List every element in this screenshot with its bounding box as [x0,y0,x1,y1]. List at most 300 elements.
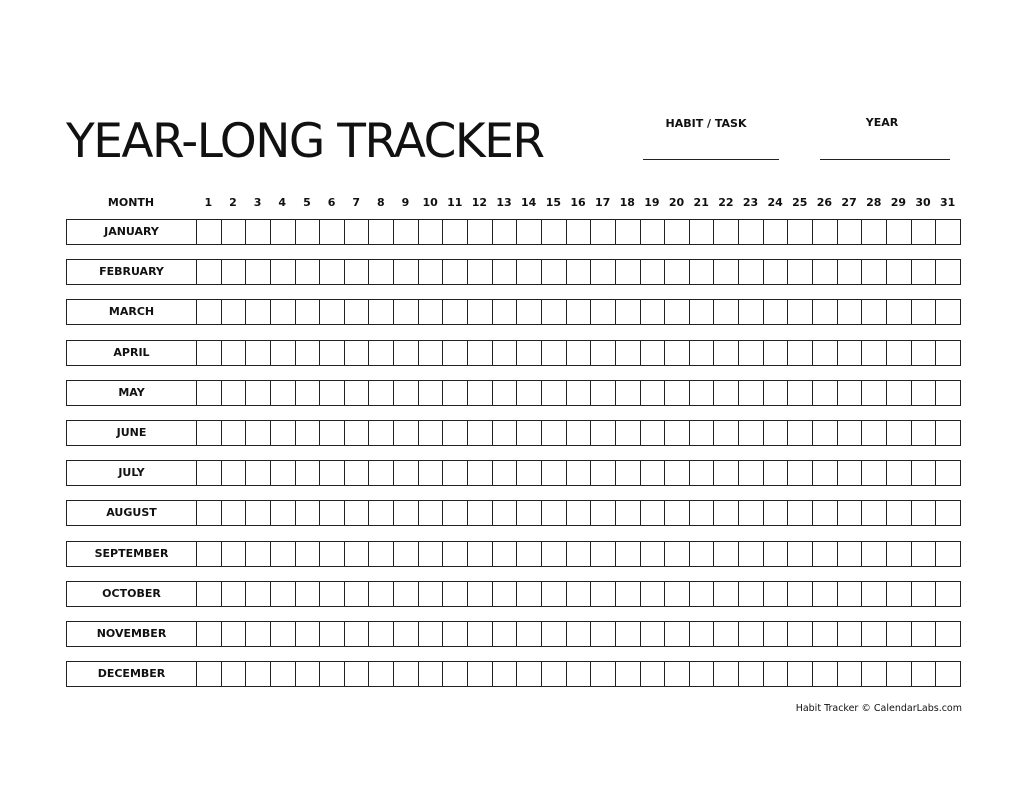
day-cell[interactable] [739,622,764,646]
day-cell[interactable] [641,662,666,686]
day-cell[interactable] [320,501,345,525]
day-cell[interactable] [616,461,641,485]
day-cell[interactable] [222,662,247,686]
day-cell[interactable] [912,341,937,365]
day-cell[interactable] [764,542,789,566]
day-cell[interactable] [567,662,592,686]
day-cell[interactable] [714,300,739,324]
day-cell[interactable] [862,220,887,244]
day-cell[interactable] [369,662,394,686]
day-cell[interactable] [320,582,345,606]
day-cell[interactable] [517,381,542,405]
day-cell[interactable] [369,501,394,525]
day-cell[interactable] [912,542,937,566]
day-cell[interactable] [838,542,863,566]
day-cell[interactable] [542,542,567,566]
day-cell[interactable] [862,622,887,646]
day-cell[interactable] [764,341,789,365]
day-cell[interactable] [641,582,666,606]
day-cell[interactable] [641,341,666,365]
day-cell[interactable] [443,421,468,445]
day-cell[interactable] [542,421,567,445]
day-cell[interactable] [443,341,468,365]
day-cell[interactable] [690,421,715,445]
day-cell[interactable] [517,501,542,525]
day-cell[interactable] [345,542,370,566]
day-cell[interactable] [542,381,567,405]
day-cell[interactable] [222,542,247,566]
day-cell[interactable] [197,662,222,686]
day-cell[interactable] [714,220,739,244]
day-cell[interactable] [345,662,370,686]
day-cell[interactable] [936,582,960,606]
day-cell[interactable] [739,461,764,485]
day-cell[interactable] [936,542,960,566]
day-cell[interactable] [197,300,222,324]
day-cell[interactable] [246,381,271,405]
day-cell[interactable] [271,501,296,525]
day-cell[interactable] [764,622,789,646]
day-cell[interactable] [912,662,937,686]
day-cell[interactable] [345,220,370,244]
day-cell[interactable] [493,220,518,244]
day-cell[interactable] [616,542,641,566]
day-cell[interactable] [419,501,444,525]
day-cell[interactable] [788,501,813,525]
day-cell[interactable] [591,220,616,244]
day-cell[interactable] [197,341,222,365]
day-cell[interactable] [517,300,542,324]
day-cell[interactable] [591,381,616,405]
day-cell[interactable] [197,260,222,284]
day-cell[interactable] [443,300,468,324]
day-cell[interactable] [394,582,419,606]
day-cell[interactable] [912,260,937,284]
day-cell[interactable] [714,622,739,646]
day-cell[interactable] [419,542,444,566]
day-cell[interactable] [616,662,641,686]
day-cell[interactable] [369,582,394,606]
day-cell[interactable] [838,622,863,646]
day-cell[interactable] [764,260,789,284]
habit-task-field[interactable] [643,159,779,160]
day-cell[interactable] [838,421,863,445]
day-cell[interactable] [271,582,296,606]
day-cell[interactable] [567,220,592,244]
day-cell[interactable] [764,220,789,244]
day-cell[interactable] [887,542,912,566]
day-cell[interactable] [345,501,370,525]
day-cell[interactable] [197,220,222,244]
day-cell[interactable] [690,300,715,324]
day-cell[interactable] [296,461,321,485]
day-cell[interactable] [567,381,592,405]
day-cell[interactable] [419,260,444,284]
day-cell[interactable] [567,622,592,646]
day-cell[interactable] [493,461,518,485]
day-cell[interactable] [468,582,493,606]
day-cell[interactable] [419,220,444,244]
day-cell[interactable] [443,260,468,284]
day-cell[interactable] [320,260,345,284]
day-cell[interactable] [887,300,912,324]
day-cell[interactable] [936,461,960,485]
day-cell[interactable] [567,341,592,365]
day-cell[interactable] [591,542,616,566]
day-cell[interactable] [714,501,739,525]
day-cell[interactable] [936,220,960,244]
day-cell[interactable] [788,260,813,284]
day-cell[interactable] [271,260,296,284]
day-cell[interactable] [714,662,739,686]
day-cell[interactable] [320,381,345,405]
day-cell[interactable] [271,381,296,405]
day-cell[interactable] [246,341,271,365]
day-cell[interactable] [616,501,641,525]
day-cell[interactable] [862,542,887,566]
day-cell[interactable] [641,461,666,485]
day-cell[interactable] [271,461,296,485]
day-cell[interactable] [665,381,690,405]
day-cell[interactable] [912,501,937,525]
day-cell[interactable] [419,300,444,324]
day-cell[interactable] [887,461,912,485]
day-cell[interactable] [296,421,321,445]
day-cell[interactable] [739,341,764,365]
day-cell[interactable] [222,220,247,244]
day-cell[interactable] [813,662,838,686]
day-cell[interactable] [591,662,616,686]
day-cell[interactable] [813,220,838,244]
day-cell[interactable] [690,542,715,566]
day-cell[interactable] [468,341,493,365]
day-cell[interactable] [468,662,493,686]
day-cell[interactable] [764,582,789,606]
day-cell[interactable] [369,341,394,365]
day-cell[interactable] [296,220,321,244]
day-cell[interactable] [271,341,296,365]
day-cell[interactable] [197,381,222,405]
day-cell[interactable] [468,622,493,646]
day-cell[interactable] [419,381,444,405]
day-cell[interactable] [665,341,690,365]
day-cell[interactable] [468,421,493,445]
day-cell[interactable] [739,582,764,606]
day-cell[interactable] [591,341,616,365]
day-cell[interactable] [419,421,444,445]
day-cell[interactable] [641,501,666,525]
day-cell[interactable] [714,421,739,445]
day-cell[interactable] [665,542,690,566]
day-cell[interactable] [443,461,468,485]
day-cell[interactable] [222,341,247,365]
day-cell[interactable] [788,381,813,405]
day-cell[interactable] [912,220,937,244]
day-cell[interactable] [246,542,271,566]
day-cell[interactable] [714,381,739,405]
day-cell[interactable] [912,622,937,646]
day-cell[interactable] [665,622,690,646]
day-cell[interactable] [616,300,641,324]
day-cell[interactable] [222,421,247,445]
day-cell[interactable] [690,461,715,485]
day-cell[interactable] [690,582,715,606]
day-cell[interactable] [345,260,370,284]
day-cell[interactable] [567,461,592,485]
day-cell[interactable] [271,300,296,324]
day-cell[interactable] [246,260,271,284]
day-cell[interactable] [665,461,690,485]
day-cell[interactable] [246,300,271,324]
day-cell[interactable] [517,542,542,566]
day-cell[interactable] [788,461,813,485]
day-cell[interactable] [591,622,616,646]
day-cell[interactable] [616,220,641,244]
day-cell[interactable] [222,582,247,606]
day-cell[interactable] [222,501,247,525]
day-cell[interactable] [616,341,641,365]
day-cell[interactable] [567,260,592,284]
day-cell[interactable] [813,542,838,566]
day-cell[interactable] [493,421,518,445]
day-cell[interactable] [838,582,863,606]
day-cell[interactable] [764,381,789,405]
year-field[interactable] [820,159,950,160]
day-cell[interactable] [887,501,912,525]
day-cell[interactable] [641,381,666,405]
day-cell[interactable] [320,220,345,244]
day-cell[interactable] [369,260,394,284]
day-cell[interactable] [394,381,419,405]
day-cell[interactable] [665,300,690,324]
day-cell[interactable] [493,300,518,324]
day-cell[interactable] [222,300,247,324]
day-cell[interactable] [887,260,912,284]
day-cell[interactable] [468,461,493,485]
day-cell[interactable] [591,300,616,324]
day-cell[interactable] [394,622,419,646]
day-cell[interactable] [567,582,592,606]
day-cell[interactable] [641,421,666,445]
day-cell[interactable] [443,220,468,244]
day-cell[interactable] [641,622,666,646]
day-cell[interactable] [641,300,666,324]
day-cell[interactable] [493,582,518,606]
day-cell[interactable] [468,501,493,525]
day-cell[interactable] [739,220,764,244]
day-cell[interactable] [567,501,592,525]
day-cell[interactable] [641,542,666,566]
day-cell[interactable] [345,461,370,485]
day-cell[interactable] [369,300,394,324]
day-cell[interactable] [345,622,370,646]
day-cell[interactable] [345,381,370,405]
day-cell[interactable] [246,421,271,445]
day-cell[interactable] [443,622,468,646]
day-cell[interactable] [419,622,444,646]
day-cell[interactable] [764,501,789,525]
day-cell[interactable] [320,662,345,686]
day-cell[interactable] [714,260,739,284]
day-cell[interactable] [246,622,271,646]
day-cell[interactable] [616,582,641,606]
day-cell[interactable] [468,260,493,284]
day-cell[interactable] [714,341,739,365]
day-cell[interactable] [690,501,715,525]
day-cell[interactable] [394,421,419,445]
day-cell[interactable] [493,662,518,686]
day-cell[interactable] [739,501,764,525]
day-cell[interactable] [739,260,764,284]
day-cell[interactable] [443,542,468,566]
day-cell[interactable] [665,220,690,244]
day-cell[interactable] [468,300,493,324]
day-cell[interactable] [591,461,616,485]
day-cell[interactable] [813,622,838,646]
day-cell[interactable] [788,542,813,566]
day-cell[interactable] [517,622,542,646]
day-cell[interactable] [862,341,887,365]
day-cell[interactable] [838,260,863,284]
day-cell[interactable] [887,341,912,365]
day-cell[interactable] [838,381,863,405]
day-cell[interactable] [369,381,394,405]
day-cell[interactable] [542,260,567,284]
day-cell[interactable] [271,421,296,445]
day-cell[interactable] [788,421,813,445]
day-cell[interactable] [788,622,813,646]
day-cell[interactable] [443,582,468,606]
day-cell[interactable] [493,260,518,284]
day-cell[interactable] [394,341,419,365]
day-cell[interactable] [369,461,394,485]
day-cell[interactable] [542,662,567,686]
day-cell[interactable] [197,582,222,606]
day-cell[interactable] [887,662,912,686]
day-cell[interactable] [813,461,838,485]
day-cell[interactable] [739,300,764,324]
day-cell[interactable] [394,260,419,284]
day-cell[interactable] [468,542,493,566]
day-cell[interactable] [912,582,937,606]
day-cell[interactable] [517,260,542,284]
day-cell[interactable] [222,381,247,405]
day-cell[interactable] [838,461,863,485]
day-cell[interactable] [616,622,641,646]
day-cell[interactable] [345,341,370,365]
day-cell[interactable] [394,501,419,525]
day-cell[interactable] [665,421,690,445]
day-cell[interactable] [197,622,222,646]
day-cell[interactable] [443,501,468,525]
day-cell[interactable] [591,501,616,525]
day-cell[interactable] [764,421,789,445]
day-cell[interactable] [936,622,960,646]
day-cell[interactable] [419,582,444,606]
day-cell[interactable] [813,300,838,324]
day-cell[interactable] [641,220,666,244]
day-cell[interactable] [912,461,937,485]
day-cell[interactable] [567,300,592,324]
day-cell[interactable] [862,461,887,485]
day-cell[interactable] [246,461,271,485]
day-cell[interactable] [764,662,789,686]
day-cell[interactable] [468,220,493,244]
day-cell[interactable] [222,461,247,485]
day-cell[interactable] [271,622,296,646]
day-cell[interactable] [542,501,567,525]
day-cell[interactable] [665,662,690,686]
day-cell[interactable] [813,501,838,525]
day-cell[interactable] [912,421,937,445]
day-cell[interactable] [419,341,444,365]
day-cell[interactable] [788,220,813,244]
day-cell[interactable] [690,381,715,405]
day-cell[interactable] [887,582,912,606]
day-cell[interactable] [739,421,764,445]
day-cell[interactable] [369,421,394,445]
day-cell[interactable] [394,542,419,566]
day-cell[interactable] [862,421,887,445]
day-cell[interactable] [690,622,715,646]
day-cell[interactable] [443,381,468,405]
day-cell[interactable] [912,300,937,324]
day-cell[interactable] [616,381,641,405]
day-cell[interactable] [296,501,321,525]
day-cell[interactable] [296,542,321,566]
day-cell[interactable] [542,461,567,485]
day-cell[interactable] [862,381,887,405]
day-cell[interactable] [517,662,542,686]
day-cell[interactable] [912,381,937,405]
day-cell[interactable] [493,341,518,365]
day-cell[interactable] [542,341,567,365]
day-cell[interactable] [369,622,394,646]
day-cell[interactable] [542,622,567,646]
day-cell[interactable] [271,662,296,686]
day-cell[interactable] [665,501,690,525]
day-cell[interactable] [443,662,468,686]
day-cell[interactable] [690,341,715,365]
day-cell[interactable] [788,341,813,365]
day-cell[interactable] [764,461,789,485]
day-cell[interactable] [320,421,345,445]
day-cell[interactable] [394,662,419,686]
day-cell[interactable] [641,260,666,284]
day-cell[interactable] [764,300,789,324]
day-cell[interactable] [246,662,271,686]
day-cell[interactable] [517,461,542,485]
day-cell[interactable] [542,582,567,606]
day-cell[interactable] [567,421,592,445]
day-cell[interactable] [197,461,222,485]
day-cell[interactable] [936,662,960,686]
day-cell[interactable] [788,582,813,606]
day-cell[interactable] [345,300,370,324]
day-cell[interactable] [936,300,960,324]
day-cell[interactable] [296,582,321,606]
day-cell[interactable] [838,662,863,686]
day-cell[interactable] [296,662,321,686]
day-cell[interactable] [197,421,222,445]
day-cell[interactable] [296,622,321,646]
day-cell[interactable] [813,260,838,284]
day-cell[interactable] [788,662,813,686]
day-cell[interactable] [320,622,345,646]
day-cell[interactable] [838,501,863,525]
day-cell[interactable] [394,220,419,244]
day-cell[interactable] [246,501,271,525]
